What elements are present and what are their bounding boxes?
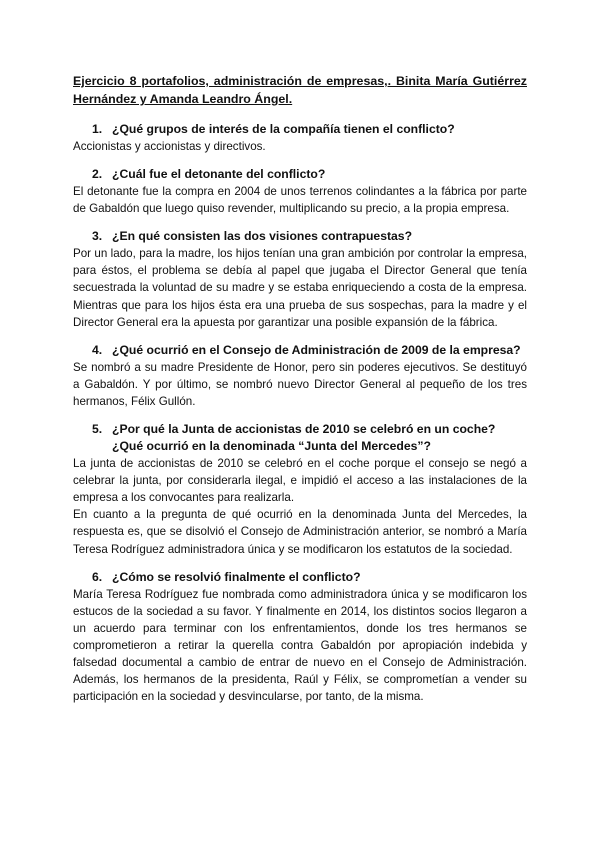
question-number: 2. <box>92 167 103 182</box>
question-heading <box>73 342 527 359</box>
question-heading <box>73 228 527 245</box>
question-number: 3. <box>92 229 103 244</box>
question-text: ¿Qué ocurrió en el Consejo de Administración de 2009 de la empresa? <box>112 342 521 357</box>
question-number: 5. <box>92 422 103 437</box>
question-section-2 <box>73 166 527 217</box>
question-number: 1. <box>92 122 103 136</box>
question-heading <box>73 121 527 138</box>
question-section-3 <box>73 228 527 330</box>
answer-paragraph: María Teresa Rodríguez fue nombrada como administradora única y se modificaron los estucos de la sociedad a su favor. Y finalmente en 2014, los distintos socios llegaron a un acuerdo para terminar con los enfrentamientos, donde los tres hermanos se comprometieron a retirar la querella contra Gabaldón por apropiación indebida y falsedad documental a cambio de entrar de nuevo en el Consejo de Administración. Además, los hermanos de la presidenta, Raúl y Félix, se comprometían a vender su participación en la sociedad y desvincularse, por tanto, de la misma. <box>73 587 527 704</box>
question-section-1 <box>73 121 527 155</box>
answer-paragraph: Accionistas y accionistas y directivos. <box>73 140 266 153</box>
question-number: 6. <box>92 569 103 584</box>
question-text: ¿Cómo se resolvió finalmente el conflicto? <box>112 569 361 584</box>
question-number: 4. <box>92 342 103 357</box>
answer-paragraph: La junta de accionistas de 2010 se celebró en el coche porque el consejo se negó a celebrar la junta, por considerarla ilegal, e impidió el acceso a las instalaciones de la empresa a los convocantes para realizarla. <box>73 457 527 505</box>
question-section-4 <box>73 342 527 410</box>
answer-paragraph: En cuanto a la pregunta de qué ocurrió en la denominada Junta del Mercedes, la respuesta es, que se disolvió el Consejo de Administración anterior, se nombró a María Teresa Rodríguez administradora única y se modificaron los estatutos de la sociedad. <box>73 508 527 556</box>
document-title: Ejercicio 8 portafolios, administración de empresas,. Binita María Gutiérrez Hernández y Amanda Leandro Ángel. <box>73 74 527 106</box>
answer-paragraph: Se nombró a su madre Presidente de Honor, pero sin poderes ejecutivos. Se destituyó a Gabaldón. Y por último, se nombró nuevo Director General al pequeño de los tres hermanos, Félix Gullón. <box>73 360 527 408</box>
answer-paragraph: Por un lado, para la madre, los hijos tenían una gran ambición por controlar la empresa, para éstos, el problema se debía al papel que jugaba el Director General que tenía secuestrada la voluntad de su madre y se estaba enriqueciendo a costa de la empresa. Mientras que para los hijos ésta era una prueba de sus sospechas, para la madre y el Director General era la apuesta por garantizar una posible expansión de la fábrica. <box>73 247 527 329</box>
question-heading <box>73 166 527 183</box>
question-heading <box>73 569 527 586</box>
question-section-5 <box>73 421 527 558</box>
question-section-6 <box>73 569 527 706</box>
document-page <box>73 72 527 716</box>
question-heading <box>73 421 527 455</box>
question-text: ¿En qué consisten las dos visiones contrapuestas? <box>112 229 413 244</box>
question-text: ¿Cuál fue el detonante del conflicto? <box>112 167 326 182</box>
answer-paragraph: El detonante fue la compra en 2004 de unos terrenos colindantes a la fábrica por parte de Gabaldón que luego quiso revender, multiplicando su precio, a la propia empresa. <box>73 185 527 216</box>
question-text: ¿Por qué la Junta de accionistas de 2010 se celebró en un coche? ¿Qué ocurrió en la denominada “Junta del Mercedes”? <box>112 422 496 454</box>
question-text: ¿Qué grupos de interés de la compañía tienen el conflicto? <box>112 122 455 136</box>
